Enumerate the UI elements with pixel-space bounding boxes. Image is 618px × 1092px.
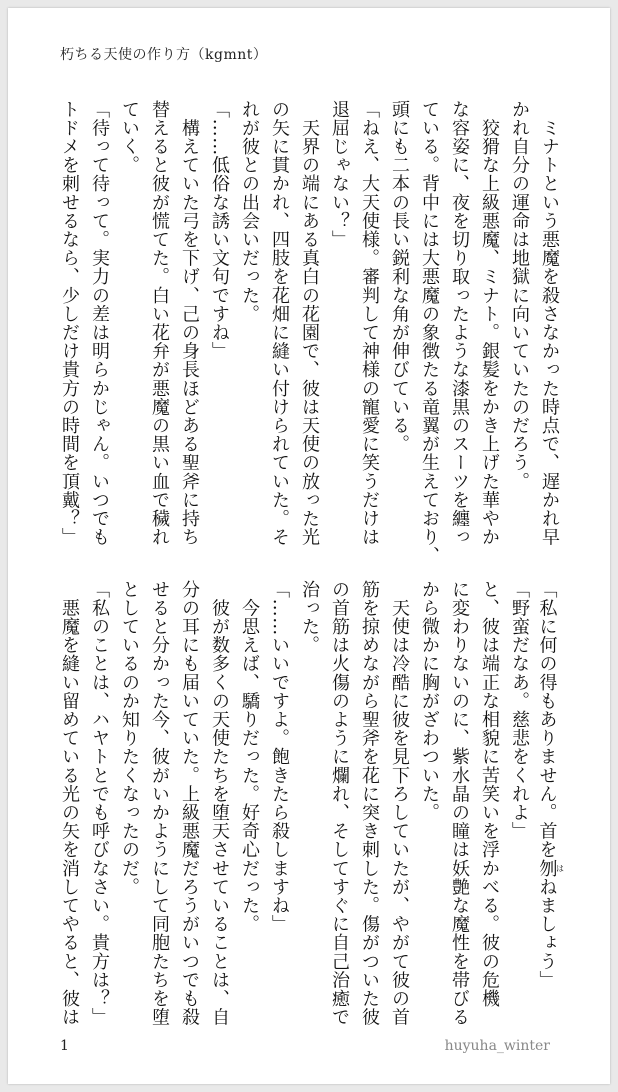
text-column: な容姿に、夜を切り取ったような漆黒のスーツを纏っ	[449, 100, 470, 547]
text-column: 分の耳にも届いていた。上級悪魔だろうがいつでも殺	[179, 580, 200, 1027]
text-column: 「待って待って。実力の差は明らかじゃん。いつでも	[89, 100, 110, 547]
text-column: 狡猾な上級悪魔、ミナト。銀髪をかき上げた華やか	[479, 100, 500, 547]
text-column: 替えると彼が慌てた。白い花弁が悪魔の黒い血で穢れ	[149, 100, 170, 547]
text-column: と、彼は端正な相貌に苦笑いを浮かべる。彼の危機	[479, 580, 500, 1008]
text-column: れが彼との出会いだった。	[239, 100, 260, 324]
text-column: 退屈じゃない？」	[329, 100, 350, 249]
text-column: に変わりないのに、紫水晶の瞳は妖艶な魔性を帯びる	[449, 580, 470, 1027]
text-column: 筋を掠めながら聖斧を花に突き刺した。傷がついた彼	[359, 580, 380, 1027]
text-column: 治った。	[299, 580, 320, 655]
text-column: としているのか知りたくなったのだ。	[119, 580, 140, 897]
text-block-top	[54, 100, 564, 565]
text-column: ている。背中には大悪魔の象徴たる竜翼が生えており、	[419, 100, 440, 565]
text-column: 構えていた弓を下げ、己の身長ほどある聖斧に持ち	[179, 100, 200, 547]
ruby-base: 刎	[536, 859, 558, 878]
author-name: huyuha_winter	[444, 1038, 550, 1054]
text-column: 天界の端にある真白の花園で、彼は天使の放った光	[299, 100, 320, 547]
text-column: トドメを刺せるなら、少しだけ貴方の時間を頂戴？」	[59, 100, 80, 547]
ruby-reading: は	[555, 859, 565, 878]
text-column: 彼が数多くの天使たちを堕天させていることは、自	[209, 580, 230, 1027]
text-block-bottom	[54, 580, 564, 1026]
text-column: せると分かった今、彼がいかようにして同胞たちを堕	[149, 580, 170, 1027]
text-column: 「……低俗な誘い文句ですね」	[209, 100, 230, 361]
text-column-with-ruby	[534, 580, 564, 1026]
text-column: 天使は冷酷に彼を見下ろしていたが、やがて彼の首	[389, 580, 410, 1027]
text-column: ていく。	[119, 100, 140, 175]
ruby-annotation	[536, 859, 565, 878]
page-number: 1	[60, 1038, 69, 1054]
text-column: から微かに胸がざわついた。	[419, 580, 440, 822]
text-column: 「野蛮だなあ。慈悲をくれよ」	[509, 580, 530, 841]
text-column: の首筋は火傷のように爛れ、そしてすぐに自己治癒で	[329, 580, 350, 1027]
text-column: かれ自分の運命は地獄に向いていたのだろう。	[509, 100, 530, 491]
text-column: 頭にも二本の長い鋭利な角が伸びている。	[389, 100, 410, 454]
text-column: の矢に貫かれ、四肢を花畑に縫い付けられていた。そ	[269, 100, 290, 547]
text-column: 悪魔を縫い留めている光の矢を消してやると、彼は	[59, 580, 80, 1027]
text-column: 今思えば、驕りだった。好奇心だった。	[239, 580, 260, 934]
text-column: 「私のことは、ハヤトとでも呼びなさい。貴方は？」	[89, 580, 110, 1027]
document-title: 朽ちる天使の作り方（kgmnt）	[60, 47, 268, 63]
document-page	[8, 8, 610, 1084]
text-column: 「ねえ、大天使様。審判して神様の寵愛に笑うだけは	[359, 100, 380, 547]
text-column: ミナトという悪魔を殺さなかった時点で、遅かれ早	[539, 100, 560, 547]
ruby-line: 「私に何の得もありません。首を刎はねましょう」	[536, 580, 565, 990]
text-column: 「……いいですよ。飽きたら殺しますね」	[269, 580, 290, 934]
